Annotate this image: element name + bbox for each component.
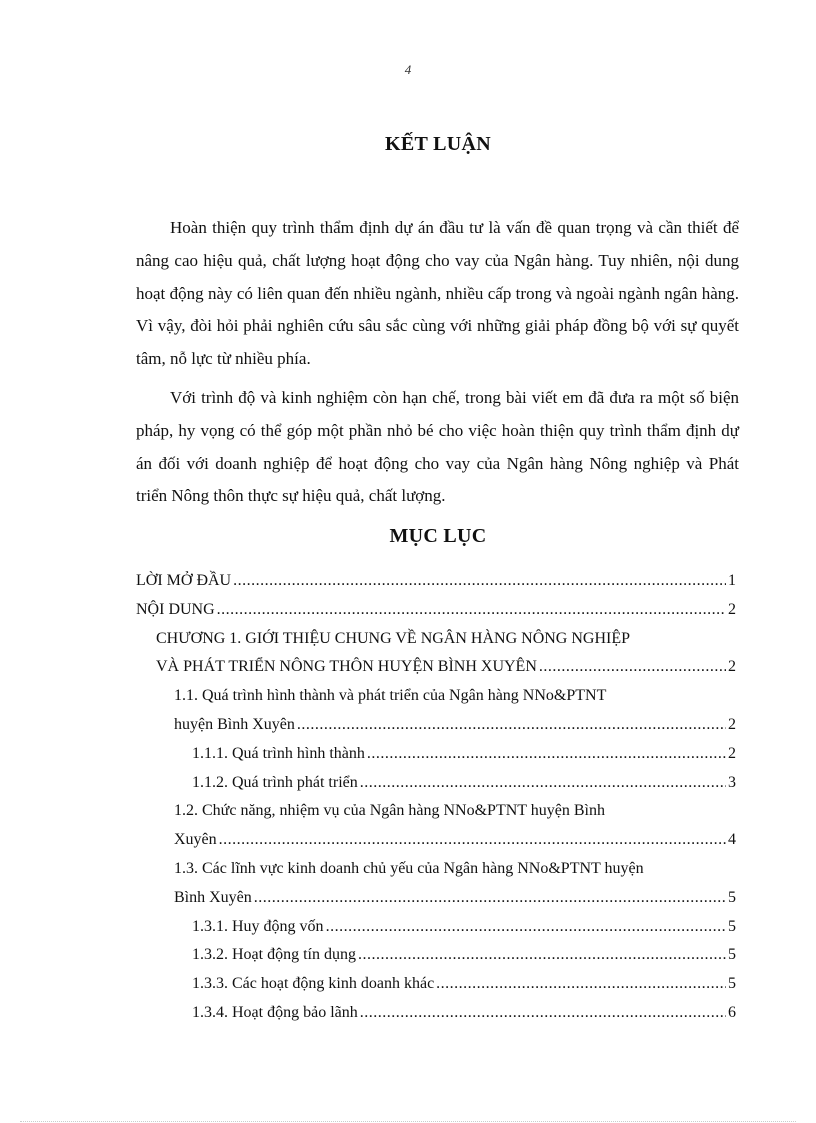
toc-page-number: 3 [728,773,736,791]
page-bottom-divider [20,1121,796,1122]
toc-leader [219,826,726,855]
toc-item-introduction[interactable] [136,567,736,596]
toc-leader [233,567,726,596]
toc-leader [297,711,726,740]
toc-page-number: 5 [728,917,736,935]
toc-item-label-line-1: 1.3. Các lĩnh vực kinh doanh chủ yếu của Ngân hàng NNo&PTNT huyện [174,859,644,877]
toc-item-label-line-1: 1.1. Quá trình hình thành và phát triển của Ngân hàng NNo&PTNT [174,687,607,705]
page-number: 4 [404,62,412,77]
toc-page-number: 5 [728,975,736,993]
toc-page-number: 4 [728,831,736,849]
toc-leader [360,999,726,1028]
toc-item-label-line-2: Bình Xuyên [174,888,252,906]
toc-leader [254,884,726,913]
toc-item-label: 1.3.2. Hoạt động tín dụng [192,946,356,964]
toc-page-number: 6 [728,1003,736,1021]
toc-page-number: 5 [728,888,736,906]
toc-item-label-line-1: CHƯƠNG 1. GIỚI THIỆU CHUNG VỀ NGÂN HÀNG NÔNG NGHIỆP [156,629,631,647]
toc-item-1-1-1[interactable] [192,740,736,769]
toc-page-number: 2 [728,744,736,762]
toc-item-label-line-2: huyện Bình Xuyên [174,715,295,733]
toc-item-label: NỘI DUNG [136,600,215,618]
toc-item-label-line-1: 1.2. Chức năng, nhiệm vụ của Ngân hàng NNo&PTNT huyện Bình [174,802,605,820]
toc-item-1-2[interactable] [174,797,736,855]
table-of-contents [0,567,816,1028]
toc-item-label: LỜI MỞ ĐẦU [136,572,232,589]
toc-page-number: 2 [728,658,736,676]
toc-leader [436,970,726,999]
toc-item-label-line-2: VÀ PHÁT TRIỂN NÔNG THÔN HUYỆN BÌNH XUYÊN [156,658,537,676]
conclusion-paragraph-2: Với trình độ và kinh nghiệm còn hạn chế, trong bài viết em đã đưa ra một số biện pháp, hy vọng có thể góp một phần nhỏ bé cho việc hoàn thiện quy trình thẩm định dự án đối với doanh nghiệp để hoạt động cho vay của Ngân hàng Nông nghiệp và Phát triển Nông thôn thực sự hiệu quả, chất lượng. [136,388,739,506]
toc-item-label: 1.3.4. Hoạt động bảo lãnh [192,1003,358,1021]
toc-page-number: 2 [728,715,736,733]
toc-item-1-1[interactable] [174,682,736,740]
toc-item-1-3-1[interactable] [192,913,736,942]
toc-item-1-3-3[interactable] [192,970,736,999]
toc-page-number: 5 [728,946,736,964]
toc-item-content[interactable] [136,596,736,625]
toc-leader [326,913,726,942]
toc-page-number: 2 [728,600,736,618]
toc-item-label: 1.1.1. Quá trình hình thành [192,744,365,762]
toc-leader [367,740,726,769]
toc-leader [539,653,726,682]
toc-item-label: 1.1.2. Quá trình phát triển [192,773,358,791]
toc-item-label-line-2: Xuyên [174,831,217,849]
toc-item-1-1-2[interactable] [192,769,736,798]
toc-title: MỤC LỤC [389,525,487,547]
conclusion-paragraph-1: Hoàn thiện quy trình thẩm định dự án đầu tư là vấn đề quan trọng và cần thiết để nâng cao hiệu quả, chất lượng hoạt động cho vay của Ngân hàng. Tuy nhiên, nội dung hoạt động này có liên quan đến nhiều ngành, nhiều cấp trong và ngoài ngành ngân hàng. Vì vậy, đòi hỏi phải nghiên cứu sâu sắc cùng với những giải pháp đồng bộ với sự quyết tâm, nỗ lực từ nhiều phía. [136,218,739,369]
toc-item-label: 1.3.3. Các hoạt động kinh doanh khác [192,975,435,993]
toc-item-1-3-4[interactable] [192,999,736,1028]
toc-item-1-3[interactable] [174,855,736,913]
toc-leader [217,596,726,625]
toc-item-chapter-1[interactable] [156,625,736,683]
toc-leader [360,769,726,798]
toc-item-1-3-2[interactable] [192,941,736,970]
toc-item-label: 1.3.1. Huy động vốn [192,917,324,935]
conclusion-title: KẾT LUẬN [385,133,491,155]
toc-leader [358,941,726,970]
toc-page-number: 1 [728,572,736,589]
